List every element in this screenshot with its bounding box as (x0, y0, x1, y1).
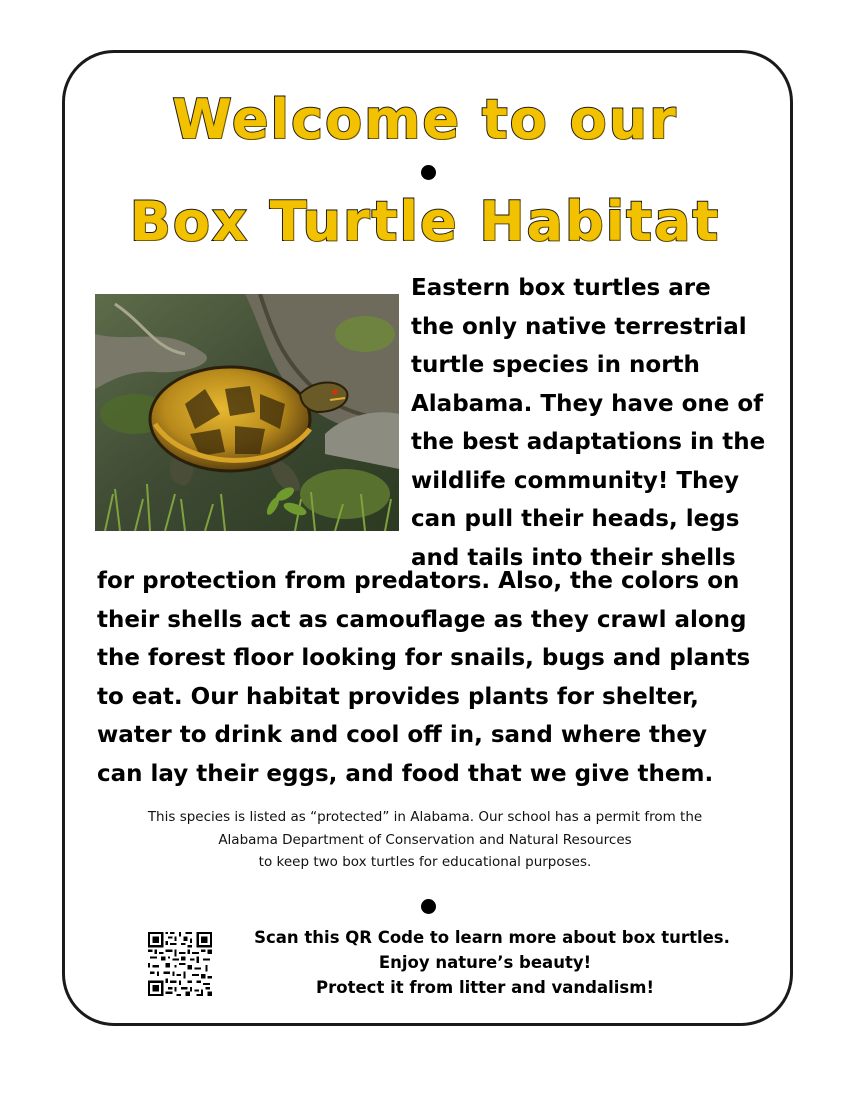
footer-line-protect: Protect it from litter and vandalism! (316, 978, 654, 997)
note-line: Alabama Department of Conservation and Natural Resources (218, 831, 632, 848)
body-line: can lay their eggs, and food that we give them. (97, 760, 714, 787)
divider-dot-bottom (421, 899, 436, 914)
body-line: wildlife community! They (411, 467, 739, 494)
intro-paragraph-wrapped (411, 269, 765, 577)
body-line: the only native terrestrial (411, 313, 747, 340)
title-line-2: Box Turtle Habitat (129, 190, 721, 253)
body-line: their shells act as camouflage as they crawl along (97, 606, 747, 633)
body-line: water to drink and cool off in, sand where they (97, 722, 708, 748)
footer-line-qr: Scan this QR Code to learn more about box turtles. (254, 928, 730, 947)
protection-note (0, 806, 850, 874)
body-line: can pull their heads, legs (411, 506, 740, 532)
body-line: Eastern box turtles are (411, 275, 711, 301)
title-line-1: Welcome to our (172, 88, 678, 151)
body-line: Alabama. They have one of (411, 390, 764, 417)
divider-dot-top (421, 165, 436, 180)
note-line: This species is listed as “protected” in Alabama. Our school has a permit from the (147, 809, 703, 825)
body-line: the forest floor looking for snails, bugs and plants (97, 645, 751, 671)
intro-paragraph-full (97, 562, 750, 793)
body-line: turtle species in north (411, 352, 700, 378)
box-turtle-illustration (95, 294, 399, 531)
body-line: and tails into their shells (411, 544, 736, 571)
body-line: the best adaptations in the (411, 429, 766, 455)
note-line: to keep two box turtles for educational purposes. (258, 854, 592, 870)
body-line: to eat. Our habitat provides plants for shelter, (97, 683, 699, 710)
footer-line-enjoy: Enjoy nature’s beauty! (378, 953, 592, 972)
footer-message (150, 925, 820, 1000)
body-line: for protection from predators. Also, the colors on (97, 568, 740, 594)
